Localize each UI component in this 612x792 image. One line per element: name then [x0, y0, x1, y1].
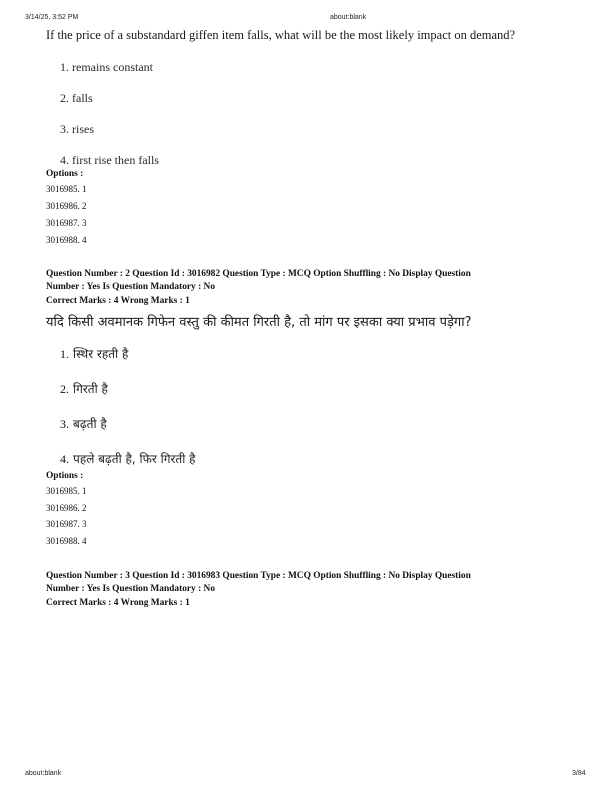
q1-options-label: Options :: [46, 169, 84, 179]
q1-option-id-3: 3016987. 3: [46, 218, 87, 228]
print-page-number: 3/84: [572, 770, 586, 777]
q2-option-3: [60, 415, 107, 433]
q2-option-id-1: 3016985. 1: [46, 486, 87, 496]
q1-option-4: 4. first rise then falls: [60, 153, 159, 167]
q2-option-1: [60, 345, 128, 363]
q2-option-2: [60, 380, 108, 398]
q2-option-2-text: गिरती है: [73, 382, 108, 396]
print-datetime: 3/14/25, 3:52 PM: [25, 14, 79, 21]
q1-option-id-1: 3016985. 1: [46, 184, 87, 194]
q2-meta-line-1: Question Number : 2 Question Id : 3016982 Question Type : MCQ Option Shuffling : No Display Question: [46, 269, 471, 279]
q2-marks: Correct Marks : 4 Wrong Marks : 1: [46, 296, 190, 306]
q1-question-text: If the price of a substandard giffen item falls, what will be the most likely impact on demand?: [46, 28, 516, 42]
q3-meta-line-1: Question Number : 3 Question Id : 3016983 Question Type : MCQ Option Shuffling : No Display Question: [46, 571, 471, 581]
q2-option-4-number: 4.: [60, 452, 69, 466]
q1-option-1: 1. remains constant: [60, 60, 153, 74]
q2-option-4-text: पहले बढ़ती है, फिर गिरती है: [73, 452, 196, 466]
q2-option-id-2: 3016986. 2: [46, 503, 87, 513]
q3-meta-line-2: Number : Yes Is Question Mandatory : No: [46, 584, 216, 594]
q2-option-id-4: 3016988. 4: [46, 536, 87, 546]
q2-question-text: यदि किसी अवमानक गिफेन वस्तु की कीमत गिरती है, तो मांग पर इसका क्या प्रभाव पड़ेगा?: [46, 315, 472, 330]
q1-option-3: 3. rises: [60, 122, 94, 136]
print-page-title: about:blank: [330, 14, 367, 21]
q1-option-id-2: 3016986. 2: [46, 201, 87, 211]
q2-option-id-3: 3016987. 3: [46, 519, 87, 529]
q2-option-1-number: 1.: [60, 347, 69, 361]
q3-marks: Correct Marks : 4 Wrong Marks : 1: [46, 598, 190, 608]
q2-option-2-number: 2.: [60, 382, 69, 396]
q2-option-1-text: स्थिर रहती है: [73, 347, 129, 361]
q2-options-label: Options :: [46, 471, 84, 481]
q2-option-4: [60, 450, 196, 468]
q1-option-2: 2. falls: [60, 91, 93, 105]
print-footer-url: about:blank: [25, 770, 62, 777]
q2-option-3-number: 3.: [60, 417, 69, 431]
q2-option-3-text: बढ़ती है: [73, 417, 107, 431]
q1-option-id-4: 3016988. 4: [46, 235, 87, 245]
q2-meta-line-2: Number : Yes Is Question Mandatory : No: [46, 282, 216, 292]
